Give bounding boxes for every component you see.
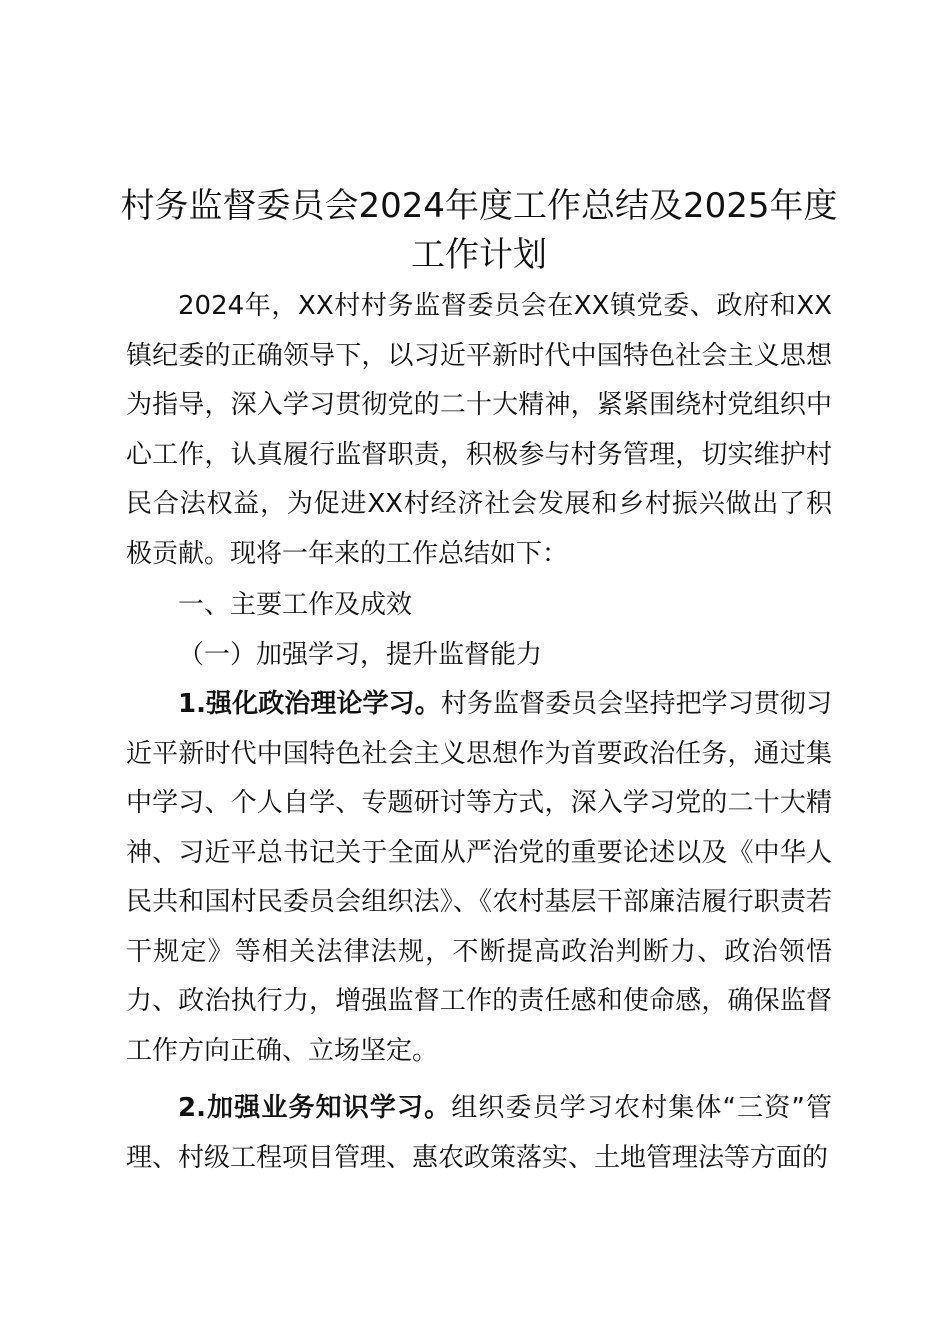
intro-paragraph: 2024年，XX村村务监督委员会在XX镇党委、政府和XX镇纪委的正确领导下，以习近平新时代中国特色社会主义思想为指导，深入学习贯彻党的二十大精神，紧紧围绕村党组织中心工作，认真履行监督职责，积极参与村务管理，切实维护村民合法权益，为促进XX村经济社会发展和乡村振兴做出了积极贡献。现将一年来的工作总结如下： bbox=[126, 291, 832, 569]
document-page bbox=[120, 182, 838, 1183]
item-2-body: 组织委员学习农村集体“三资”管理、村级工程项目管理、惠农政策落实、土地管理法等方面的 bbox=[126, 1093, 833, 1173]
subsection-heading-1: （一）加强学习，提升监督能力 bbox=[178, 639, 543, 670]
item-2-lead: 2.加强业务知识学习。 bbox=[178, 1093, 452, 1123]
item-1-lead: 1.强化政治理论学习。 bbox=[178, 689, 441, 719]
item-1-body: 村务监督委员会坚持把学习贯彻习近平新时代中国特色社会主义思想作为首要政治任务，通过集中学习、个人自学、专题研讨等方式，深入学习党的二十大精神、习近平总书记关于全面从严治党的重要论述以及《中华人民共和国村民委员会组织法》、《农村基层干部廉洁履行职责若干规定》等相关法律法规，不断提高政治判断力、政治领悟力、政治执行力，增强监督工作的责任感和使命感，确保监督工作方向正确、立场坚定。 bbox=[126, 689, 832, 1066]
item-2-paragraph bbox=[126, 1084, 832, 1183]
document-title: 村务监督委员会2024年度工作总结及2025年度工作计划 bbox=[120, 186, 838, 275]
item-1-paragraph bbox=[126, 680, 832, 1076]
section-heading-1: 一、主要工作及成效 bbox=[178, 590, 413, 620]
